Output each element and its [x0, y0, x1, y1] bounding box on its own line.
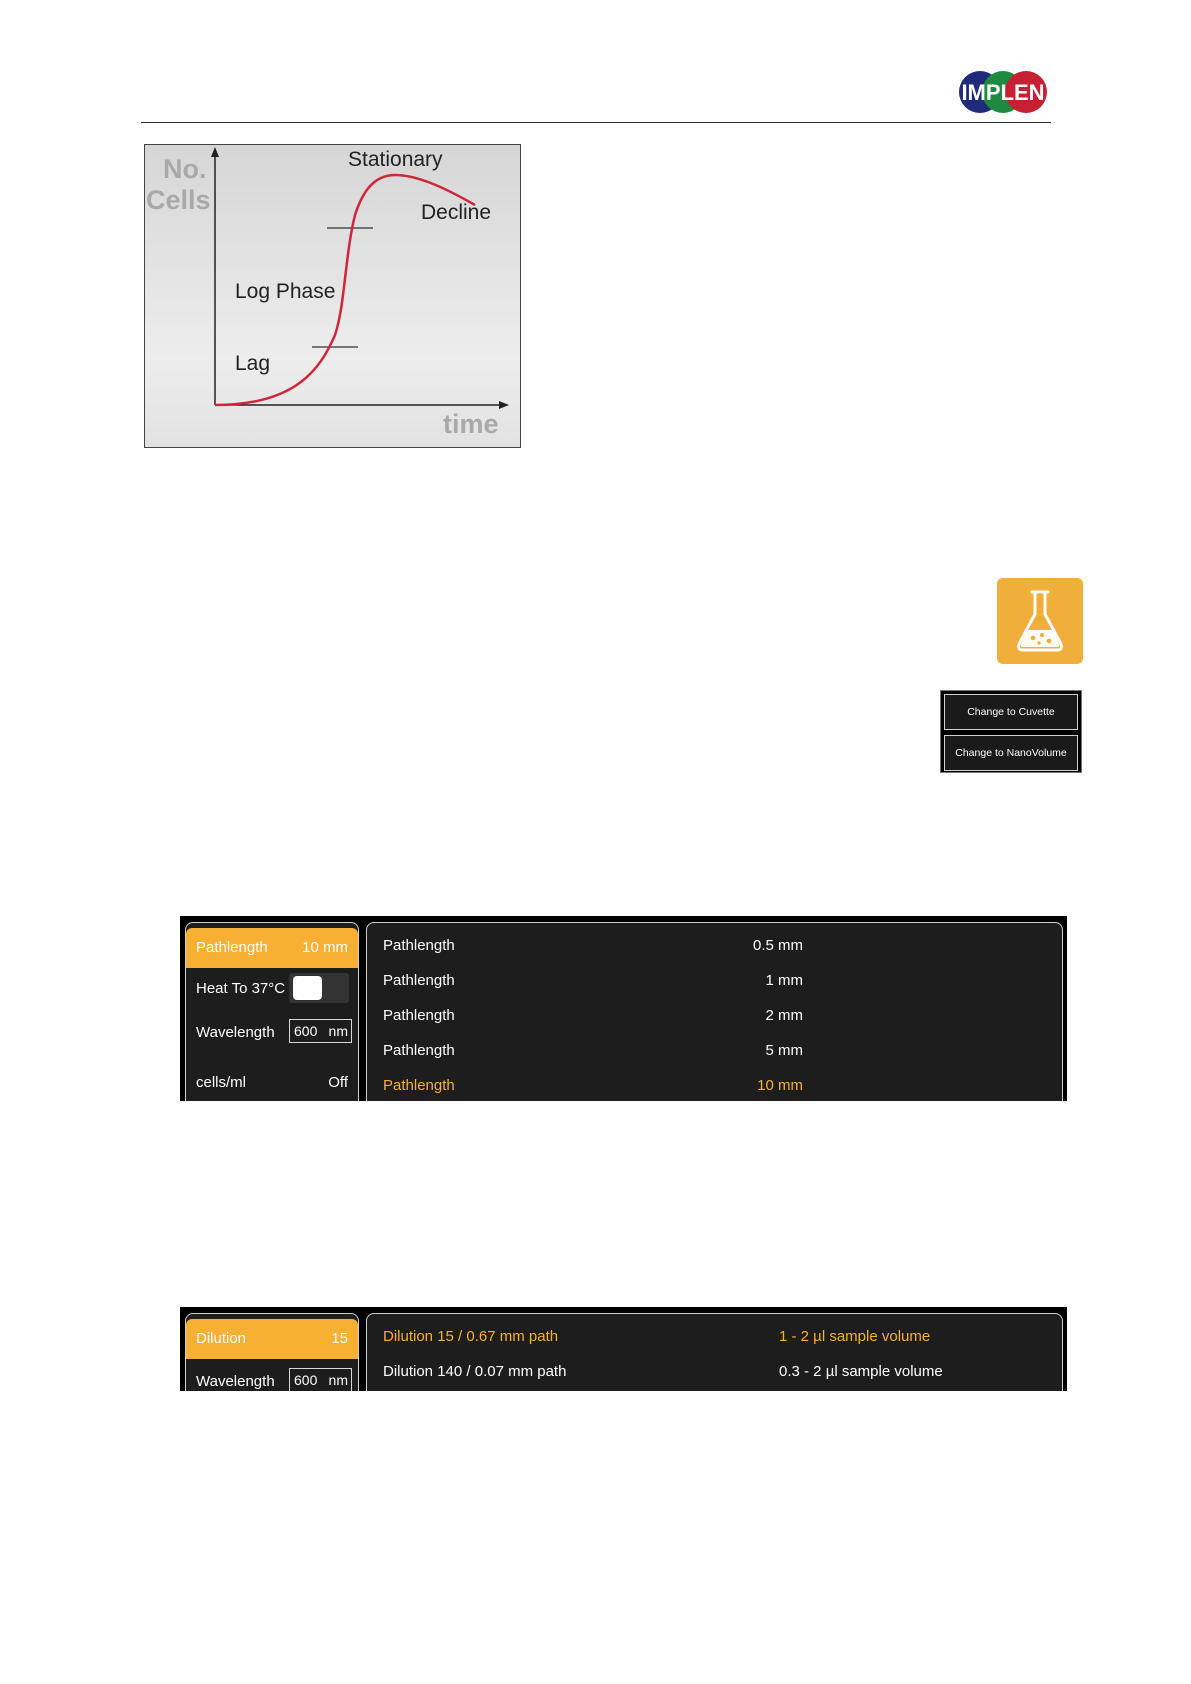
list-item[interactable]	[383, 1036, 1046, 1066]
option-value: 0.3 - 2 µl sample volume	[779, 1363, 943, 1380]
list-item[interactable]	[383, 966, 1046, 996]
heat-toggle[interactable]	[289, 973, 349, 1003]
wavelength-value: 600	[294, 1023, 318, 1039]
option-label: Pathlength	[383, 937, 455, 954]
pathlength-label: Pathlength	[196, 939, 268, 956]
dilution-row[interactable]	[186, 1319, 358, 1359]
option-label: Pathlength	[383, 972, 455, 989]
pathlength-options-list	[366, 922, 1063, 1101]
wavelength-label: Wavelength	[196, 1024, 275, 1041]
label-stationary: Stationary	[348, 148, 443, 171]
dilution-settings-screen	[180, 1307, 1067, 1391]
option-value: 1 mm	[765, 972, 803, 989]
header-divider	[141, 122, 1051, 123]
settings-panel	[185, 1313, 359, 1391]
wavelength-row	[186, 1360, 358, 1391]
implen-logo	[958, 70, 1048, 114]
label-log-phase: Log Phase	[235, 280, 336, 303]
pathlength-settings-screen	[180, 916, 1067, 1101]
list-item[interactable]	[383, 1357, 1046, 1387]
change-to-cuvette-button[interactable]: Change to Cuvette	[944, 694, 1078, 730]
option-value: 2 mm	[765, 1007, 803, 1024]
label-decline: Decline	[421, 201, 492, 224]
pathlength-row[interactable]	[186, 928, 358, 968]
pathlength-value: 10 mm	[302, 939, 348, 956]
list-item-selected[interactable]	[383, 1071, 1046, 1101]
wavelength-field[interactable]	[289, 1019, 352, 1043]
x-label: time	[443, 409, 499, 439]
settings-panel	[185, 922, 359, 1101]
list-item[interactable]	[383, 1001, 1046, 1031]
toggle-knob	[293, 976, 322, 1000]
cells-label: cells/ml	[196, 1074, 247, 1091]
wavelength-label: Wavelength	[196, 1373, 275, 1390]
wavelength-unit: nm	[328, 1372, 348, 1388]
option-label: Dilution 140 / 0.07 mm path	[383, 1363, 567, 1380]
option-value: 1 - 2 µl sample volume	[779, 1328, 931, 1345]
wavelength-value: 600	[294, 1372, 318, 1388]
list-item[interactable]	[383, 931, 1046, 961]
wavelength-row	[186, 1013, 358, 1053]
option-label: Pathlength	[383, 1042, 455, 1059]
option-value: 5 mm	[765, 1042, 803, 1059]
dilution-options-list	[366, 1313, 1063, 1391]
dilution-label: Dilution	[196, 1330, 247, 1347]
cells-value: Off	[328, 1074, 348, 1091]
y-label-line1: No.	[163, 154, 207, 184]
flask-icon[interactable]	[997, 578, 1083, 664]
y-label-line2: Cells	[146, 185, 211, 215]
option-label: Pathlength	[383, 1077, 455, 1094]
heat-row	[186, 969, 358, 1009]
label-lag: Lag	[235, 352, 271, 375]
option-value: 10 mm	[757, 1077, 803, 1094]
list-item-selected[interactable]	[383, 1322, 1046, 1352]
measurement-mode-buttons	[940, 690, 1082, 773]
wavelength-field[interactable]	[289, 1368, 352, 1391]
growth-curve-figure	[144, 144, 521, 448]
dilution-value: 15	[331, 1330, 348, 1347]
cells-row[interactable]	[186, 1063, 358, 1101]
option-label: Pathlength	[383, 1007, 455, 1024]
change-to-nanovolume-button[interactable]: Change to NanoVolume	[944, 735, 1078, 771]
wavelength-unit: nm	[328, 1023, 348, 1039]
option-value: 0.5 mm	[752, 937, 803, 954]
option-label: Dilution 15 / 0.67 mm path	[383, 1328, 559, 1345]
logo-text: IMPLEN	[961, 80, 1045, 105]
heat-label: Heat To 37°C	[196, 980, 286, 997]
